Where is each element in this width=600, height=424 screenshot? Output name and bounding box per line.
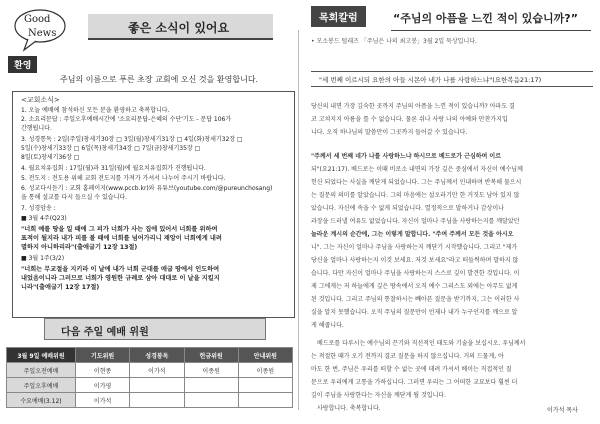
church-news-heading: <교회소식> xyxy=(21,96,60,104)
left-column xyxy=(0,0,295,424)
column-body-line: 베드로를 다루시는 예수님의 끈기와 직선적인 태도와 기술을 보십시오. 우님께서 xyxy=(317,340,526,347)
table-cell: 이종원 xyxy=(184,363,238,378)
table-cell xyxy=(130,378,184,393)
committee-table xyxy=(6,347,293,408)
table-cell: 수요예배(3.12) xyxy=(7,393,76,408)
column-body-line: 습니다. 다만 자신이 얼마나 주님을 사랑하는지 스스로 깊이 발견한 것입니다. 이 xyxy=(311,270,520,277)
column-body-line: 실을 알지 못했습니다. 오직 주님의 질문만이 언제나 내가 누구인지를 깨으로 알 xyxy=(311,309,518,316)
column-body-line: 니". 그는 자신이 얼마나 주님을 사랑하는지 깨닫기 시작했습니다. 그리고 "제가 xyxy=(311,244,518,251)
news-line: 을 통해 설교를 다시 들으실 수 있습니다. xyxy=(21,194,128,201)
table-cell xyxy=(238,378,292,393)
news-line: 5. 전도지 : 전도용 위해 교회 전도지를 가져가 가셔서 나누어 주시기 바랍니다. xyxy=(21,175,226,182)
church-news-box xyxy=(12,91,295,318)
news-line: 8일(토)창세기36장 □ xyxy=(21,154,80,161)
news-line: 2. 소요리문답 : 주일오후예배시간에 '소요리문답-은혜의 수단'기도 - 문답 106가 xyxy=(21,116,232,123)
logo-text-good: Good xyxy=(24,14,51,25)
column-body-line: 깊이 주님을 사랑한다는 자신을 깨닫게 될 것입니다. xyxy=(311,392,447,399)
column-body-line: 놀라운 계시의 순간에, 그는 이렇게 말합니다. "주여 주께서 모든 것을 아시오 xyxy=(311,231,514,238)
news-line: 멸하지 아니하리라"(출애굽기 12장 13절) xyxy=(21,244,138,251)
welcome-tag: 환영 xyxy=(8,56,37,73)
column-body-line: 된 것입니다. 그리고 주님의 통찰하시는 빼아픈 질문을 받기까지, 그는 이러한 사 xyxy=(311,296,520,303)
column-body-line: 문으로 우리에게 고통을 가하십니다. 그러면 우리는 그 어떠한 교묘보다 훨씬 더 xyxy=(311,379,518,386)
weekly-committee-title-text: 다음 주일 예배 위원 xyxy=(61,327,149,338)
news-line: "너희 예를 땅을 일 때에 그 피가 너희가 사는 집에 있어서 너희를 위하여 xyxy=(21,226,218,233)
table-cell xyxy=(130,393,184,408)
column-body-line: "주께서 세 번째 네가 나를 사랑하느냐 하시므로 베드로가 근심하여 이르 xyxy=(311,153,502,160)
column-body-line: 게 해줍니다. xyxy=(311,322,344,329)
table-header-cell: 기도위원 xyxy=(76,348,130,363)
section-title-good-news xyxy=(88,14,273,40)
table-cell xyxy=(184,393,238,408)
news-line: ■ 3월 1주(3/2) xyxy=(21,255,65,262)
column-body-line: 니다. 오직 하나님의 말씀만이 그곳까지 들어갈 수 있습니다. xyxy=(311,129,468,136)
title-rule xyxy=(391,30,591,31)
table-cell xyxy=(184,378,238,393)
news-line: 1. 오늘 예배에 참석하신 모든 분을 환영하고 축복합니다. xyxy=(21,107,170,114)
table-header-cell: 성경봉독 xyxy=(130,348,184,363)
scripture-quote xyxy=(311,71,593,87)
column-body-line: 는 적절한 때가 오기 전까지 결코 질문을 하지 않으십니다. 거의 드물게, 아 xyxy=(311,353,504,360)
table-cell: 이가석 xyxy=(130,363,184,378)
author-signature: 이가석 목사 xyxy=(547,407,578,414)
column-body-line: 제 그에게는 저 하늘에게 깊은 땅속에서 오직 예수 그리스도 외에는 아무도 없게 xyxy=(311,283,518,290)
table-cell: 주일오후예배 xyxy=(7,378,76,393)
table-header-cell: 3월 9일 예배위원 xyxy=(7,348,76,363)
news-line: 표적이 될지라 내가 피를 볼 때에 너희를 넘어가리니 재앙이 너희에게 내려 xyxy=(21,235,222,242)
table-row xyxy=(7,363,293,378)
column-body-line: 마도 한 번, 주님은 우리를 떠할 수 없는 곳에 데려 가셔서 베이는 직접적인 질 xyxy=(311,366,512,373)
news-line: 간행됩니다. xyxy=(21,125,52,132)
column-title: “주님의 아픔을 느낀 적이 있습니까?” xyxy=(393,12,578,25)
table-cell xyxy=(238,393,292,408)
column-body-line: 당신의 내면 가장 깊숙한 곳까지 주님의 아픔을 느낀 적이 있습니까? 아파도 결 xyxy=(311,103,515,110)
news-line: "너희는 무교절을 지키라 이 날에 내가 너희 군대를 애굽 땅에서 인도하여 xyxy=(21,266,220,273)
news-line: 니라"(출애굽기 12장 17절) xyxy=(21,284,100,291)
table-cell: 이가영 xyxy=(76,378,130,393)
logo-text-news: News xyxy=(28,28,57,39)
good-news-logo xyxy=(14,8,68,52)
table-row xyxy=(7,393,293,408)
news-line: 5일(수)창세기33장 □ 6일(목)창세기34장 □ 7일(금)창세기35장 □ xyxy=(21,145,201,152)
table-header-cell: 헌금위원 xyxy=(184,348,238,363)
column-body-line: 되"(요21:17). 베드로는 이때 비로소 내면의 가장 깊은 중심에서 자신이 예수님께 xyxy=(311,166,523,173)
column-body-line: 사랑합니다. 축복합니다. xyxy=(317,405,381,412)
weekly-committee-title xyxy=(44,318,266,340)
welcome-text: 주님의 이름으로 푸른 초장 교회에 오신 것을 환영합니다. xyxy=(60,75,259,84)
table-cell: 이가석 xyxy=(76,393,130,408)
column-tag: 목회칼럼 xyxy=(311,6,366,27)
column-body-line: 는 질문의 의미를 알았습니다. 그의 마음에는 설오라기만 한 거짓도 남아 있지 않 xyxy=(311,192,520,199)
news-line: 3. 성경통독 : 2일(주일)창세기30장 □ 3일(월)창세기31장 □ 4일(화)창세기32장 □ xyxy=(21,136,243,143)
news-line: 6. 성교다시듣기 : 교회 홈페이지(www.pccb.kr)와 유튜브(youtube.com/@pureunchosang) xyxy=(21,185,273,192)
news-line: 4. 월요치유집회 : 17일(월)과 31일(월)에 월요치유집회가 진행됩니다. xyxy=(21,165,206,172)
scripture-quote-text: "세 번째 이르시되 요한의 아들 시몬아 네가 나를 사랑하느냐"(요한복음21:17) xyxy=(319,76,542,84)
table-header-cell: 안내위원 xyxy=(238,348,292,363)
column-body-line: 코 고쳐지지 아름을 를 수 없습니다. 물론 쉬나 사랑 나의 아예와 만찬가지입 xyxy=(311,116,508,123)
table-header-row xyxy=(7,348,293,363)
news-line: ■ 3월 4주(Q23) xyxy=(21,215,67,222)
table-cell: 이종원 xyxy=(238,363,292,378)
section-title-text: 좋은 소식이 있어요 xyxy=(128,21,230,35)
column-body-line: 과장을 드러낼 여유도 없었습니다. 자신이 얼마나 주님을 사랑하는지를 깨달았던 xyxy=(311,218,520,225)
table-cell: 이현종 xyxy=(76,363,130,378)
column-body-line: 았습니다. 자신에 속을 수 없게 되었습니다. 열정적으로 말하거나 감상이나 xyxy=(311,205,504,212)
table-row xyxy=(7,378,293,393)
table-cell: 주일오전예배 xyxy=(7,363,76,378)
news-line: 7. 성경암송 : xyxy=(21,205,56,212)
news-line: 내었음이니라 그러므로 너희가 영원한 규례로 삼아 대대로 이 날을 지킬지 xyxy=(21,275,220,282)
right-column xyxy=(303,0,600,424)
column-body-line: 헌신 되었다는 사실을 깨닫게 되었습니다. 그는 주님께서 인내하며 반복해 물으시 xyxy=(311,179,522,186)
column-divider xyxy=(298,30,299,410)
column-subtitle: • 모소봉드 털래즈 「주님은 나의 최고봉」3월 2일 묵상입니다. xyxy=(311,38,477,45)
column-body-line: 당신을 얼마나 사랑하는지 이것 보세요. 저것 보세요"라고 떠들썩하며 말하지 않 xyxy=(311,257,519,264)
